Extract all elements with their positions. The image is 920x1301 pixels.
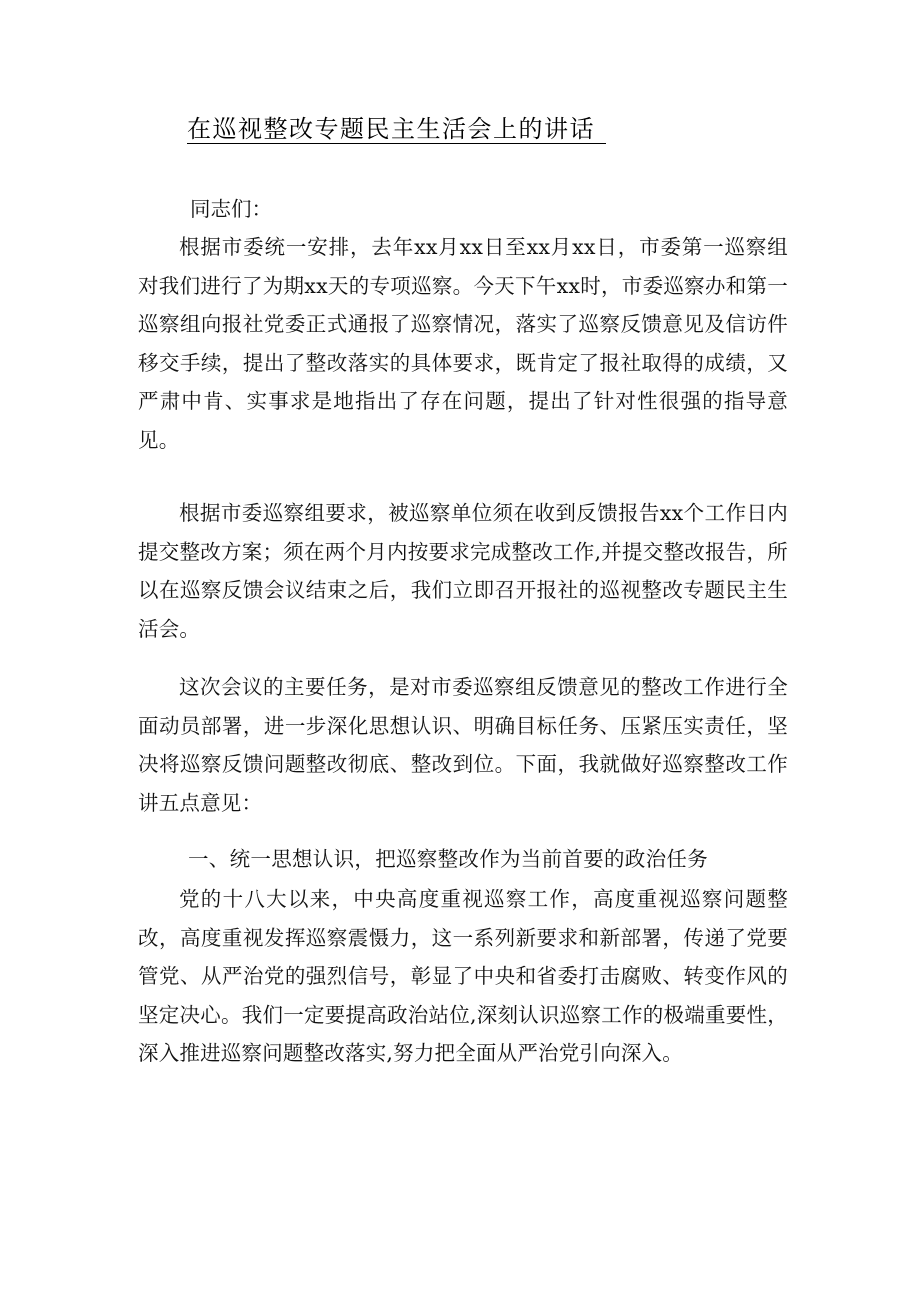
paragraph-2: 根据市委巡察组要求，被巡察单位须在收到反馈报告xx个工作日内提交整改方案；须在两个月内按要求完成整改工作,并提交整改报告，所以在巡察反馈会议结束之后，我们立即召开报社的巡视整改专题民主生活会。 [138, 501, 788, 641]
title-underline [187, 143, 606, 144]
document-title: 在巡视整改专题民主生活会上的讲话 [187, 115, 595, 143]
paragraph-3: 这次会议的主要任务，是对市委巡察组反馈意见的整改工作进行全面动员部署，进一步深化思想认识、明确目标任务、压紧压实责任，坚决将巡察反馈问题整改彻底、整改到位。下面，我就做好巡察整改工作讲五点意见： [138, 675, 788, 815]
salutation: 同志们： [190, 197, 272, 221]
section-1-paragraph-1: 党的十八大以来，中央高度重视巡察工作，高度重视巡察问题整改，高度重视发挥巡察震慑力，这一系列新要求和新部署，传递了党要管党、从严治党的强烈信号，彰显了中央和省委打击腐败、转变作风的坚定决心。我们一定要提高政治站位,深刻认识巡察工作的极端重要性，深入推进巡察问题整改落实,努力把全面从严治党引向深入。 [138, 887, 788, 1066]
section-heading-1: 一、统一思想认识，把巡察整改作为当前首要的政治任务 [188, 847, 708, 871]
paragraph-1: 根据市委统一安排，去年xx月xx日至xx月xx日，市委第一巡察组对我们进行了为期xx天的专项巡察。今天下午xx时，市委巡察办和第一巡察组向报社党委正式通报了巡察情况，落实了巡察反馈意见及信访件移交手续，提出了整改落实的具体要求，既肯定了报社取得的成绩，又严肃中肯、实事求是地指出了存在问题，提出了针对性很强的指导意见。 [138, 235, 788, 452]
